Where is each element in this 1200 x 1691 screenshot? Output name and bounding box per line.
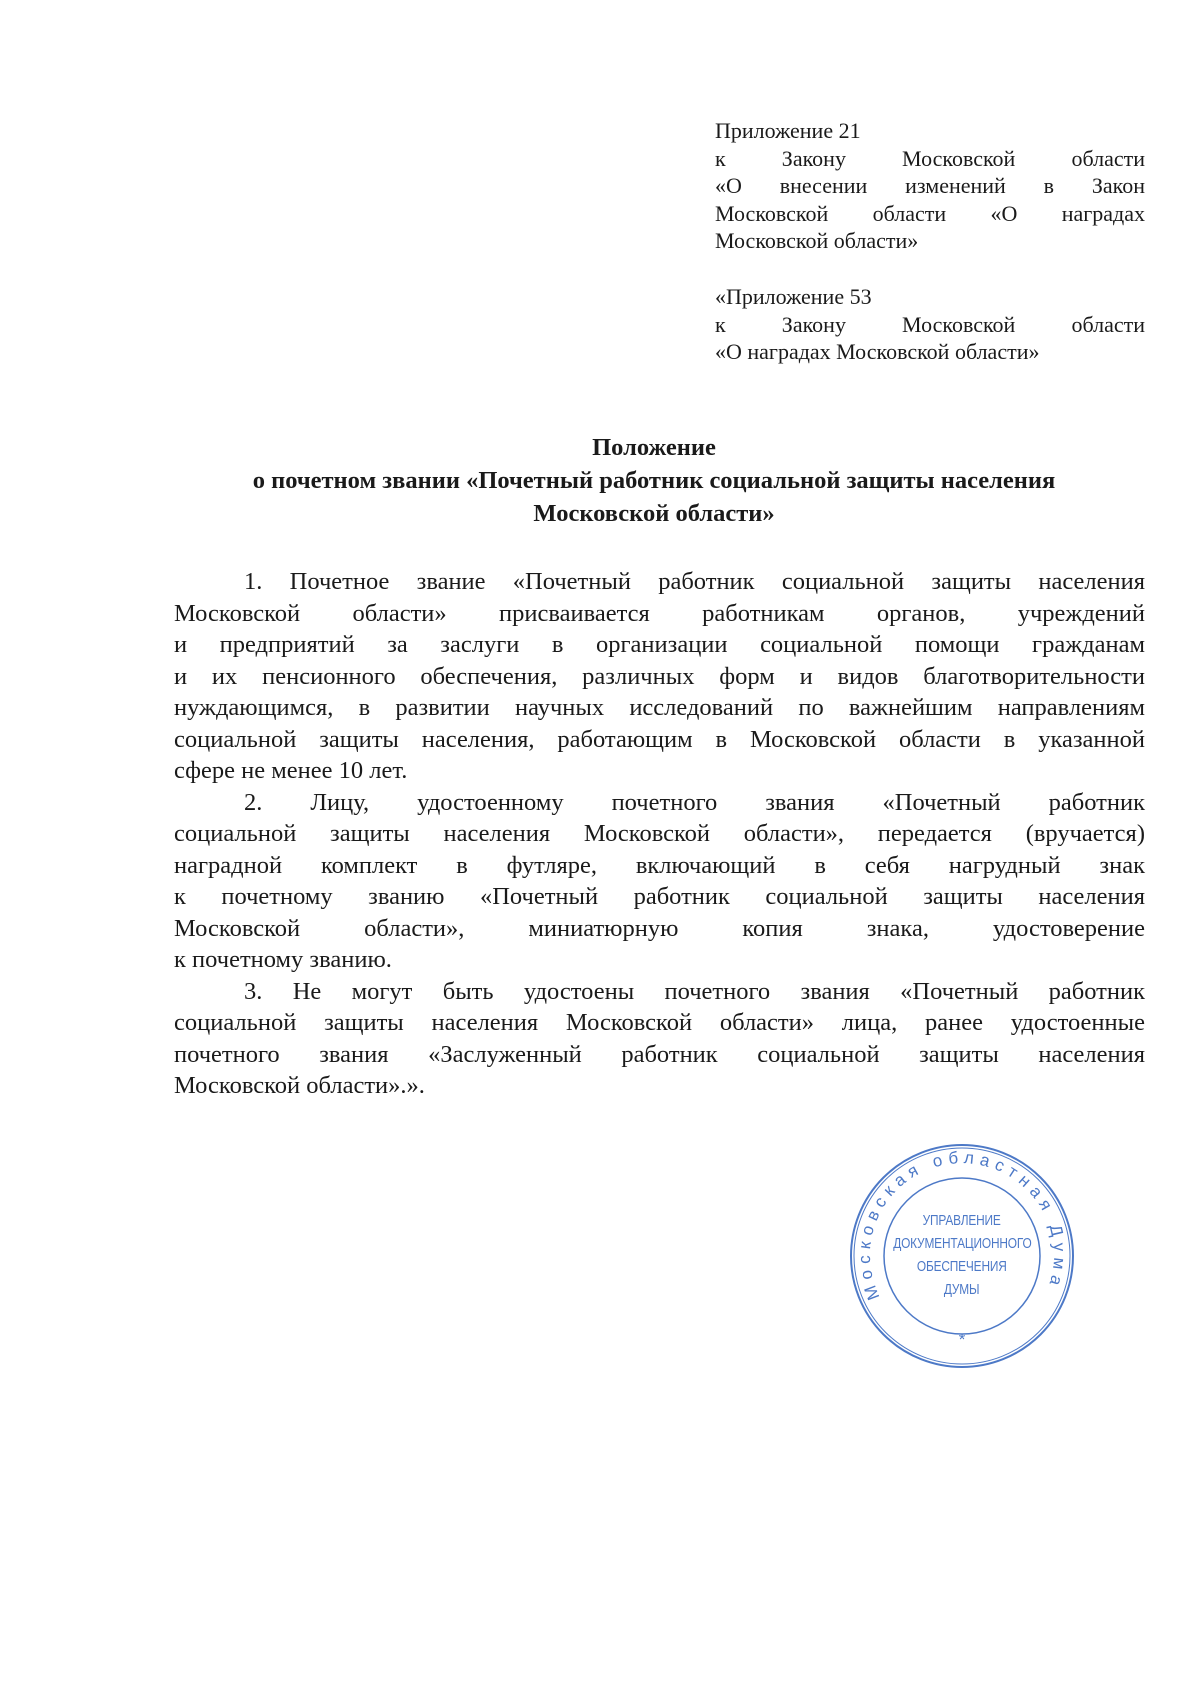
paragraph-line: почетного звания «Заслуженный работник социальной защиты населения	[174, 1040, 1145, 1068]
paragraph-2	[174, 787, 1145, 976]
paragraph-line: сфере не менее 10 лет.	[174, 757, 408, 784]
stamp-center-line: ДОКУМЕНТАЦИОННОГО	[892, 1236, 1032, 1252]
annex-21-line: «О внесении изменений в Закон	[715, 173, 1145, 198]
stamp-center-line: ОБЕСПЕЧЕНИЯ	[917, 1259, 1007, 1275]
stamp-star: *	[958, 1330, 966, 1349]
annex-21-line: Московской области «О наградах	[715, 200, 1145, 226]
annex-21-title: Приложение 21	[715, 118, 861, 143]
paragraph-line: социальной защиты населения Московской области» лица, ранее удостоенные	[174, 1009, 1145, 1036]
stamp-center-line: УПРАВЛЕНИЕ	[922, 1213, 1002, 1229]
paragraph-line: социальной защиты населения, работающим в Московской области в указанной	[174, 725, 1145, 753]
paragraph-line: Московской области», миниатюрную копия знака, удостоверение	[174, 914, 1145, 942]
document-body	[174, 566, 1145, 1102]
paragraph-line: к почетному званию «Почетный работник социальной защиты населения	[174, 883, 1145, 910]
paragraph-line: к почетному званию.	[174, 946, 392, 973]
paragraph-line: 3. Не могут быть удостоены почетного звания «Почетный работник	[244, 977, 1145, 1005]
paragraph-line: нуждающимся, в развитии научных исследований по важнейшим направлениям	[174, 694, 1145, 721]
annex-53-title: «Приложение 53	[715, 284, 872, 309]
title-line: о почетном звании «Почетный работник социальной защиты населения	[252, 467, 1056, 494]
annex-53-line: «О наградах Московской области»	[715, 339, 1040, 364]
paragraph-line: социальной защиты населения Московской области», передается (вручается)	[174, 820, 1145, 847]
official-stamp	[848, 1142, 1076, 1370]
annex-53-line: к Закону Московской области	[715, 311, 1145, 337]
paragraph-line: Московской области» присваивается работникам органов, учреждений	[174, 599, 1145, 627]
paragraph-line: и их пенсионного обеспечения, различных форм и видов благотворительности	[174, 662, 1145, 690]
stamp-seal	[848, 1142, 1076, 1370]
stamp-inner-ring	[884, 1178, 1040, 1334]
annex-21-block	[715, 117, 1145, 255]
stamp-center-line: ДУМЫ	[944, 1282, 980, 1298]
title-line: Московской области»	[533, 500, 775, 527]
stamp-ring-text: Московская областная Дума	[854, 1147, 1070, 1303]
paragraph-1	[174, 566, 1145, 787]
annex-53-block	[715, 283, 1145, 366]
annex-21-line: Московской области»	[715, 228, 919, 253]
paragraph-line: и предприятий за заслуги в организации социальной помощи гражданам	[174, 631, 1145, 658]
paragraph-line: Московской области».».	[174, 1072, 425, 1099]
paragraph-line: 1. Почетное звание «Почетный работник социальной защиты населения	[244, 568, 1145, 595]
paragraph-line: наградной комплект в футляре, включающий в себя нагрудный знак	[174, 851, 1145, 879]
title-line: Положение	[592, 434, 716, 461]
annex-21-line: к Закону Московской области	[715, 145, 1145, 171]
paragraph-3	[174, 976, 1145, 1102]
paragraph-line: 2. Лицу, удостоенному почетного звания «Почетный работник	[244, 788, 1145, 816]
document-title	[120, 431, 1188, 530]
